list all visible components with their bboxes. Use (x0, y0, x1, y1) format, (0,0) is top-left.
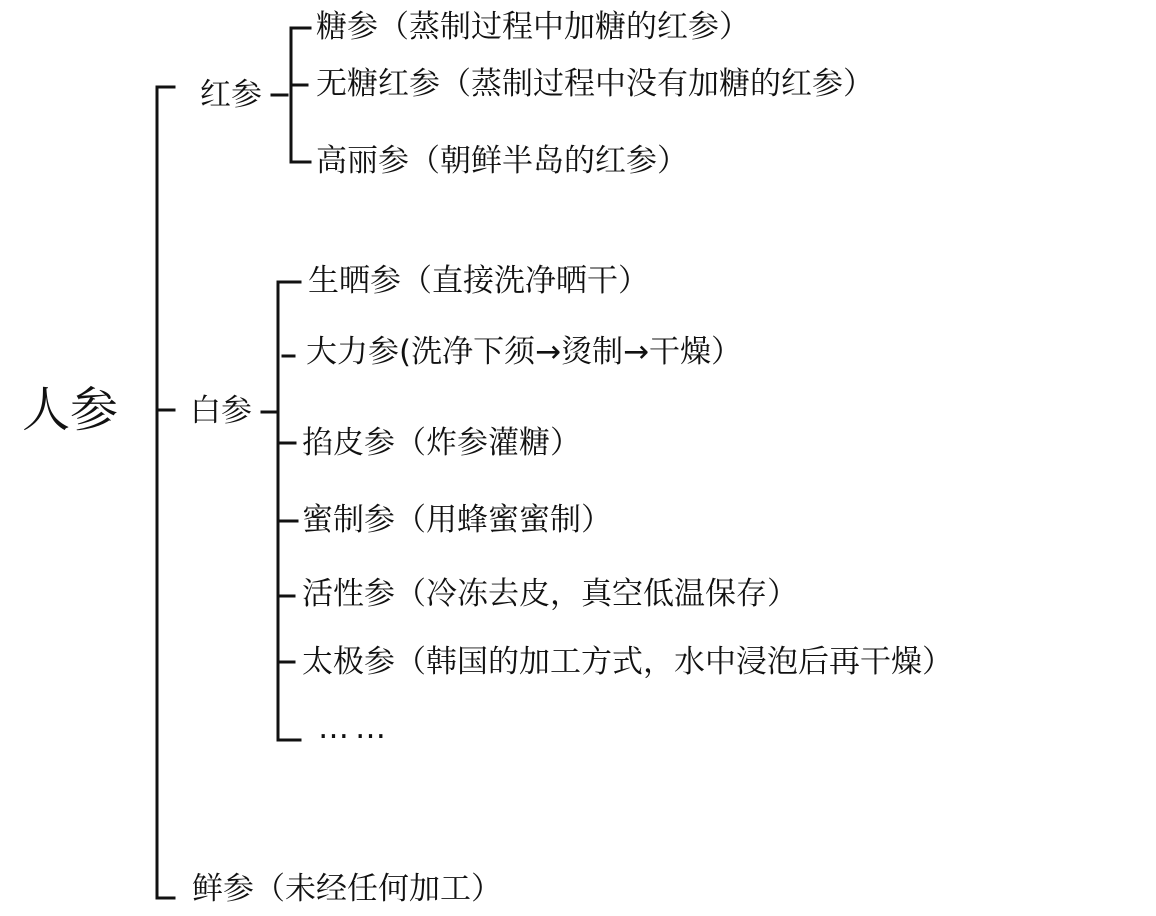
white-item-1: 生晒参（直接洗净晒干） (308, 263, 649, 299)
red-ginseng-node: 红参 (200, 77, 262, 113)
white-item-4: 蜜制参（用蜂蜜蜜制） (302, 502, 612, 538)
white-bracket (278, 282, 300, 740)
white-item-5: 活性参（冷冻去皮，真空低温保存） (302, 576, 798, 612)
red-item-1: 糖参（蒸制过程中加糖的红参） (316, 9, 750, 45)
red-item-2: 无糖红参（蒸制过程中没有加糖的红参） (316, 66, 874, 102)
white-item-3: 掐皮参（炸参灌糖） (302, 425, 581, 461)
white-ginseng-node: 白参 (190, 393, 252, 429)
root-node: 人参 (22, 382, 119, 438)
red-item-3: 高丽参（朝鲜半岛的红参） (316, 143, 688, 179)
red-bracket (291, 28, 310, 162)
main-bracket (157, 87, 174, 898)
white-item-2: 大力参(洗净下须→烫制→干燥） (306, 334, 743, 370)
fresh-ginseng-node: 鲜参（未经任何加工） (192, 871, 502, 907)
white-item-ellipsis: …… (318, 710, 392, 746)
white-item-6: 太极参（韩国的加工方式，水中浸泡后再干燥） (302, 644, 953, 680)
